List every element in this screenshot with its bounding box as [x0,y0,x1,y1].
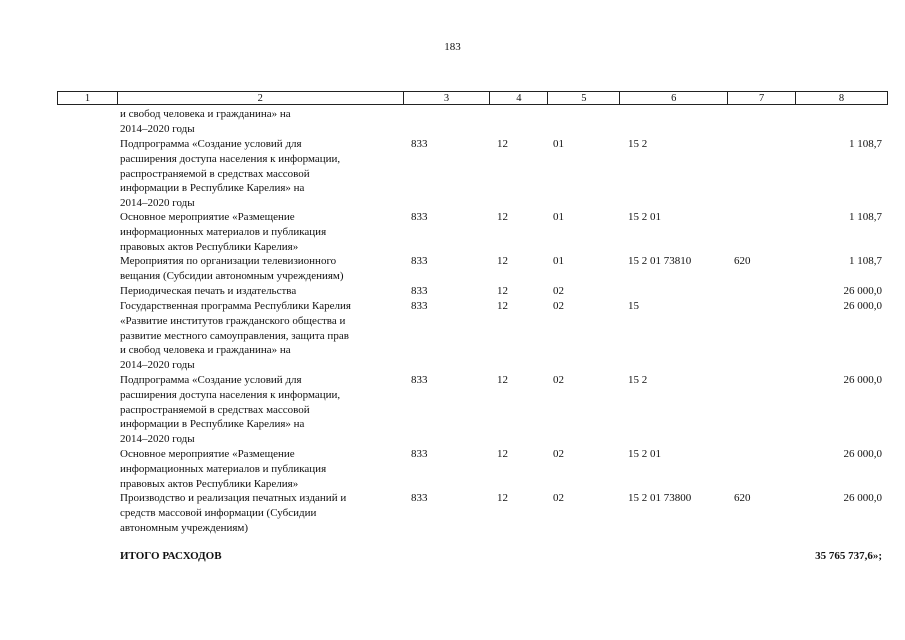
row-subsection-code: 02 [553,374,564,386]
row-name [120,254,405,284]
row-target-article: 15 2 01 73800 [628,492,692,504]
row-name-line: Производство и реализация печатных изданий и [120,492,347,504]
row-subsection-code: 01 [553,255,564,267]
row-name-line: правовых актов Республики Карелия» [120,240,299,253]
row-target-article: 15 [628,300,639,312]
row-target-article: 15 2 [628,138,648,150]
column-header-table [57,91,888,105]
row-ministry-code: 833 [411,448,428,460]
row-section-code: 12 [497,300,508,312]
row-section-code: 12 [497,374,508,386]
column-header-4: 4 [490,92,548,105]
column-header-7: 7 [728,92,796,105]
row-ministry-code: 833 [411,492,428,504]
row-name [120,373,405,447]
column-header-6: 6 [620,92,728,105]
row-target-article: 15 2 01 [628,211,661,223]
row-ministry-code: 833 [411,138,428,150]
row-name-line: информационных материалов и публикация [120,225,327,238]
row-subsection-code: 02 [553,285,564,297]
row-section-code: 12 [497,285,508,297]
row-name-line: и свобод человека и гражданина» на [120,108,291,120]
row-sum: 1 108,7 [849,211,882,223]
row-ministry-code: 833 [411,300,428,312]
row-sum: 26 000,0 [843,374,882,386]
row-sum: 26 000,0 [843,285,882,297]
row-subsection-code: 02 [553,492,564,504]
total-value: 35 765 737,6»; [815,550,882,562]
row-name-line: расширения доступа населения к информации, [120,152,341,165]
column-header-8: 8 [796,92,888,105]
column-header-2: 2 [117,92,403,105]
row-name [120,491,405,535]
total-label: ИТОГО РАСХОДОВ [120,550,222,562]
row-ministry-code: 833 [411,374,428,386]
row-name [120,137,405,211]
row-name-line: Подпрограмма «Создание условий для [120,374,302,386]
row-ministry-code: 833 [411,285,428,297]
row-sum: 26 000,0 [843,448,882,460]
row-name-line: Мероприятия по организации телевизионного [120,255,337,267]
row-name-line: и свобод человека и гражданина» на [120,344,291,357]
row-sum: 26 000,0 [843,492,882,504]
row-name-line: вещания (Субсидии автономным учреждениям) [120,269,344,282]
row-name-line: информации в Республике Карелия» на [120,182,305,195]
column-header-row [58,92,888,105]
row-section-code: 12 [497,448,508,460]
row-name-line: 2014–2020 годы [120,122,195,135]
row-name-line: Государственная программа Республики Карелия [120,300,351,312]
row-name-line: Основное мероприятие «Размещение [120,211,295,223]
row-subsection-code: 02 [553,300,564,312]
row-name-line: 2014–2020 годы [120,197,195,210]
row-name [120,447,405,491]
row-target-article: 15 2 01 [628,448,661,460]
row-name [120,284,405,299]
row-name-line: развитие местного самоуправления, защита прав [120,329,349,342]
row-section-code: 12 [497,492,508,504]
row-section-code: 12 [497,255,508,267]
row-name-line: расширения доступа населения к информации, [120,388,341,401]
row-name-line: информационных материалов и публикация [120,462,327,475]
row-name-line: правовых актов Республики Карелия» [120,477,299,490]
row-name-line: Основное мероприятие «Размещение [120,448,295,460]
row-name-line: Периодическая печать и издательства [120,285,297,297]
row-section-code: 12 [497,138,508,150]
row-expense-type: 620 [734,492,751,504]
row-sum: 1 108,7 [849,138,882,150]
row-ministry-code: 833 [411,211,428,223]
row-name-line: информации в Республике Карелия» на [120,418,305,431]
row-expense-type: 620 [734,255,751,267]
row-ministry-code: 833 [411,255,428,267]
row-name-line: 2014–2020 годы [120,433,195,446]
row-subsection-code: 01 [553,211,564,223]
row-section-code: 12 [497,211,508,223]
page-number: 183 [444,41,461,53]
row-sum: 26 000,0 [843,300,882,312]
row-name [120,210,405,254]
row-name-line: распространяемой в средствах массовой [120,167,310,180]
row-subsection-code: 01 [553,138,564,150]
column-header-1: 1 [58,92,118,105]
row-target-article: 15 2 [628,374,648,386]
row-name-line: автономным учреждениям) [120,521,249,534]
row-name-line: 2014–2020 годы [120,359,195,372]
row-name-line: средств массовой информации (Субсидии [120,506,317,519]
row-name-line: «Развитие институтов гражданского общества и [120,314,346,327]
row-target-article: 15 2 01 73810 [628,255,692,267]
column-header-3: 3 [403,92,490,105]
row-name-line: распространяемой в средствах массовой [120,403,310,416]
row-name-line: Подпрограмма «Создание условий для [120,138,302,150]
row-subsection-code: 02 [553,448,564,460]
row-name [120,107,405,137]
column-header-5: 5 [548,92,620,105]
row-name [120,299,405,373]
row-sum: 1 108,7 [849,255,882,267]
